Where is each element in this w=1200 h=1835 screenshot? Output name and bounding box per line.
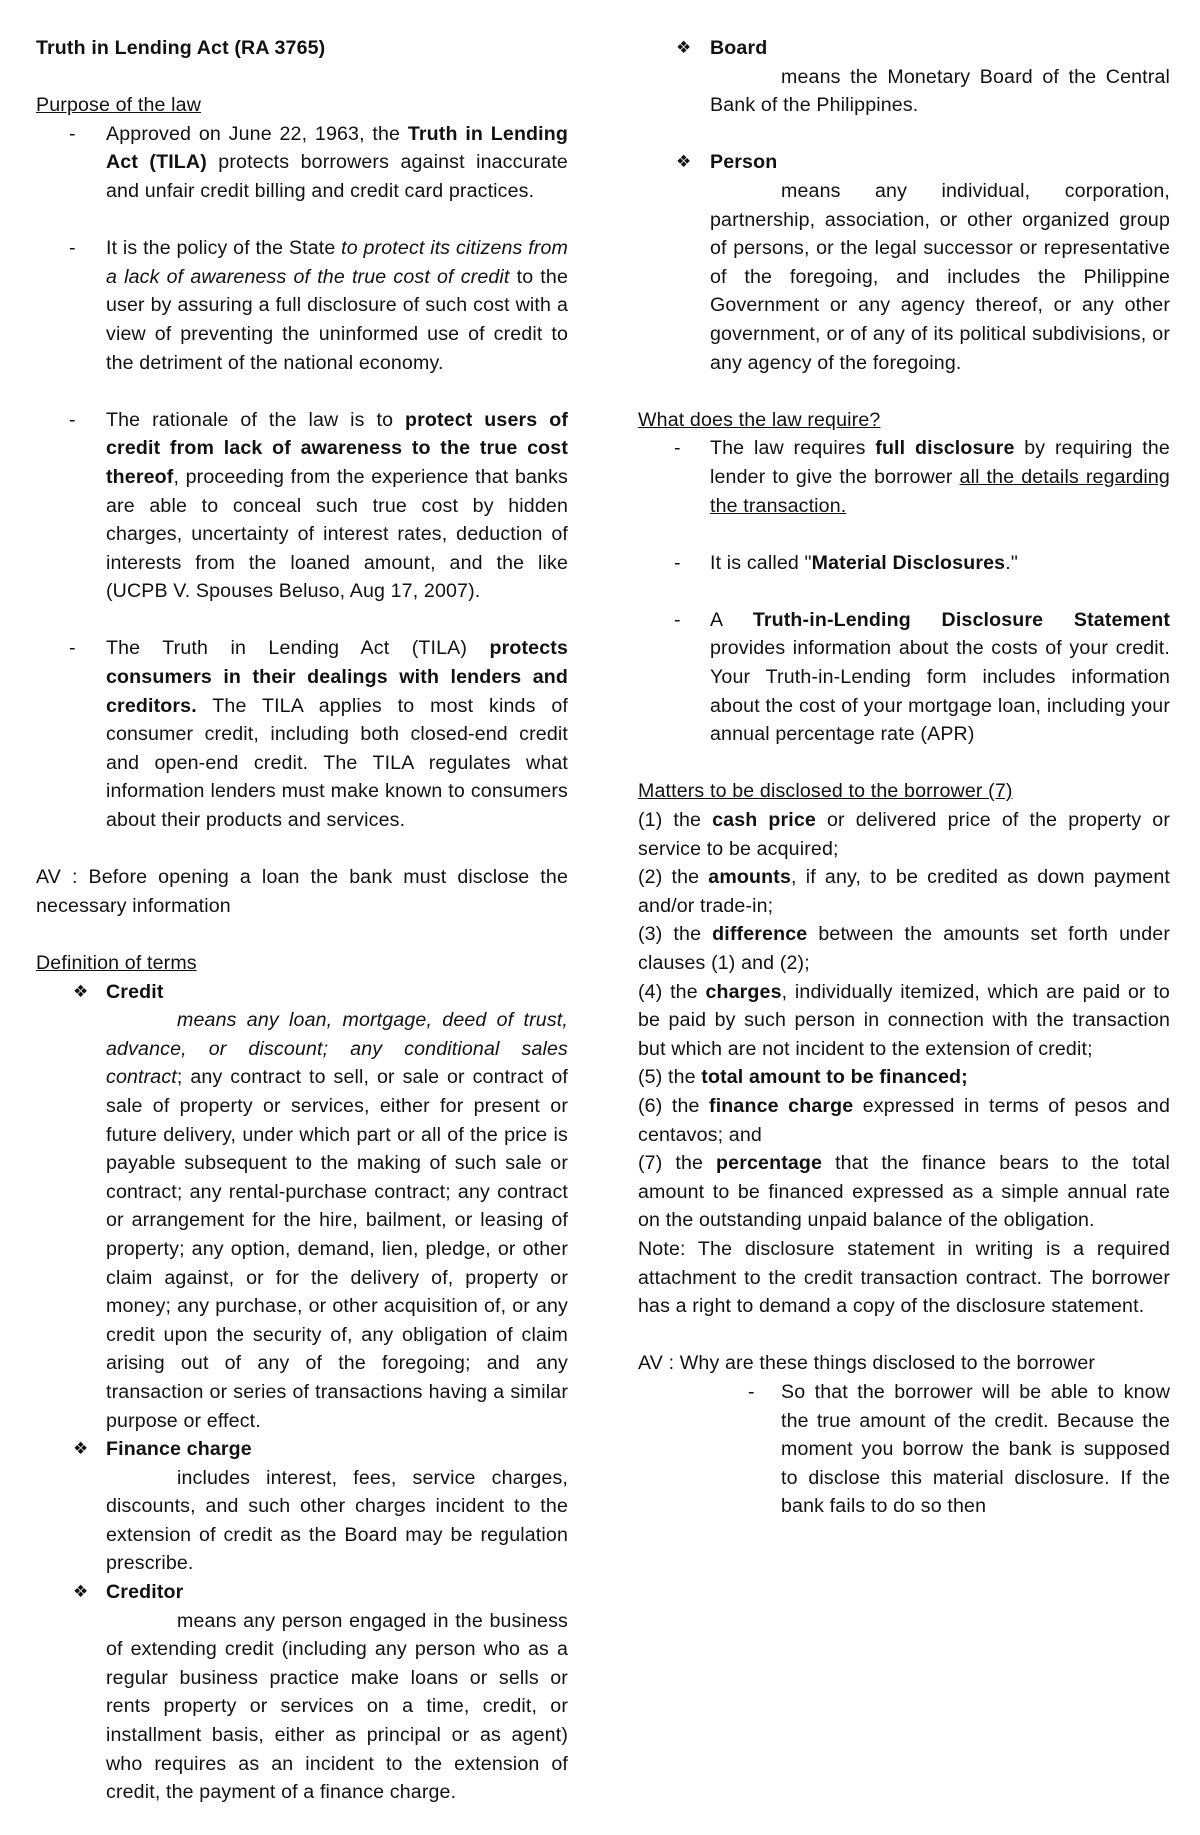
diamond-bullet-icon: ❖ [676,38,692,58]
matters-item: (7) the percentage that the finance bears to the total amount to be financed expressed as a simple annual rate on the outstanding unpaid balance of the obligation. [638,1152,1170,1232]
term-person: ❖ Person [638,148,1170,177]
diamond-bullet-icon: ❖ [676,152,692,173]
definition-finance-charge: includes interest, fees, service charges, discounts, and such other charges incident to the extension of credit as the Board may be regulation prescribe. [106,1466,568,1575]
term-creditor: ❖ Creditor [36,1578,568,1607]
term-board: ❖ Board [638,34,1170,63]
purpose-paragraph-3: - The rationale of the law is to protect users of credit from lack of awareness to the true cost thereof, proceeding from the experience that banks are able to conceal such true cost by hidden charges, uncertainty of interest rates, deduction of interests from the loaned amount, and the like (UCPB V. Spouses Beluso, Aug 17, 2007). [36,406,568,606]
purpose-paragraph-1: - Approved on June 22, 1963, the Truth in Lending Act (TILA) protects borrowers against inaccurate and unfair credit billing and credit card practices. [36,120,568,206]
term-credit: ❖ Credit [36,978,568,1007]
definition-person: means any individual, corporation, partnership, association, or other organized group of persons, or the legal successor or representative of the foregoing, and includes the Philippine Government or any agency thereof, or any other government, or of any of its political subdivisions, or any agency of the foregoing. [710,179,1170,374]
matters-list [638,806,1170,1235]
term-finance-charge: ❖ Finance charge [36,1435,568,1464]
document-title: Truth in Lending Act (RA 3765) [36,37,326,59]
av-note-1: AV : Before opening a loan the bank must disclose the necessary information [36,866,568,917]
matters-item: (1) the cash price or delivered price of the property or service to be acquired; [638,809,1171,860]
purpose-heading: Purpose of the law [36,94,201,117]
definition-board: means the Monetary Board of the Central Bank of the Philippines. [710,65,1170,117]
diamond-bullet-icon: ❖ [73,1582,89,1603]
matters-heading: Matters to be disclosed to the borrower (7) [638,780,1013,803]
matters-item: (2) the amounts, if any, to be credited as down payment and/or trade-in; [638,866,1170,917]
matters-item: (3) the difference between the amounts set forth under clauses (1) and (2); [638,923,1170,974]
diamond-bullet-icon: ❖ [73,1439,89,1460]
av-note-2-answer: - So that the borrower will be able to know the true amount of the credit. Because the moment you borrow the bank is supposed to disclose this material disclosure. If the bank fails to do so then [638,1378,1170,1521]
purpose-paragraph-2: - It is the policy of the State to protect its citizens from a lack of awareness of the true cost of credit to the user by assuring a full disclosure of such cost with a view of preventing the uninformed use of credit to the detriment of the national economy. [36,234,568,377]
right-column [638,34,1170,1521]
matters-item: (5) the total amount to be financed; [638,1066,968,1089]
left-column [36,34,568,1807]
matters-note: Note: The disclosure statement in writing is a required attachment to the credit transaction contract. The borrower has a right to demand a copy of the disclosure statement. [638,1237,1170,1318]
definition-creditor: means any person engaged in the business of extending credit (including any person who as a regular business practice make loans or sells or rents property or services on a time, credit, or installment basis, either as principal or as agent) who requires as an incident to the extension of credit, the payment of a finance charge. [106,1609,568,1804]
av-note-2-question: AV : Why are these things disclosed to the borrower [638,1352,1096,1375]
matters-item: (6) the finance charge expressed in terms of pesos and centavos; and [638,1094,1170,1146]
require-paragraph-1: - The law requires full disclosure by requiring the lender to give the borrower all the details regarding the transaction. [638,434,1170,520]
purpose-paragraph-4: - The Truth in Lending Act (TILA) protects consumers in their dealings with lenders and creditors. The TILA applies to most kinds of consumer credit, including both closed-end credit and open-end credit. The TILA regulates what information lenders must make known to consumers about their products and services. [36,634,568,834]
definitions-heading: Definition of terms [36,952,197,974]
definition-credit: means any loan, mortgage, deed of trust, advance, or discount; any conditional sales contract; any contract to sell, or sale or contract of sale of property or services, either for present or future delivery, under which part or all of the price is payable subsequent to the making of such sale or contract; any rental-purchase contract; any contract or arrangement for the hire, bailment, or leasing of property; any option, demand, lien, pledge, or other claim against, or for the delivery of, property or money; any purchase, or other acquisition of, or any credit upon the security of, any obligation of claim arising out of any of the foregoing; and any transaction or series of transactions having a similar purpose or effect. [106,1009,568,1432]
require-heading: What does the law require? [638,408,881,431]
require-paragraph-2: - It is called "Material Disclosures." [638,549,1170,578]
diamond-bullet-icon: ❖ [73,981,89,1002]
matters-item: (4) the charges, individually itemized, which are paid or to be paid by such person in connection with the transaction but which are not incident to the extension of credit; [638,980,1170,1060]
require-paragraph-3: - A Truth-in-Lending Disclosure Statement provides information about the costs of your credit. Your Truth-in-Lending form includes information about the cost of your mortgage loan, including your annual percentage rate (APR) [638,606,1170,749]
